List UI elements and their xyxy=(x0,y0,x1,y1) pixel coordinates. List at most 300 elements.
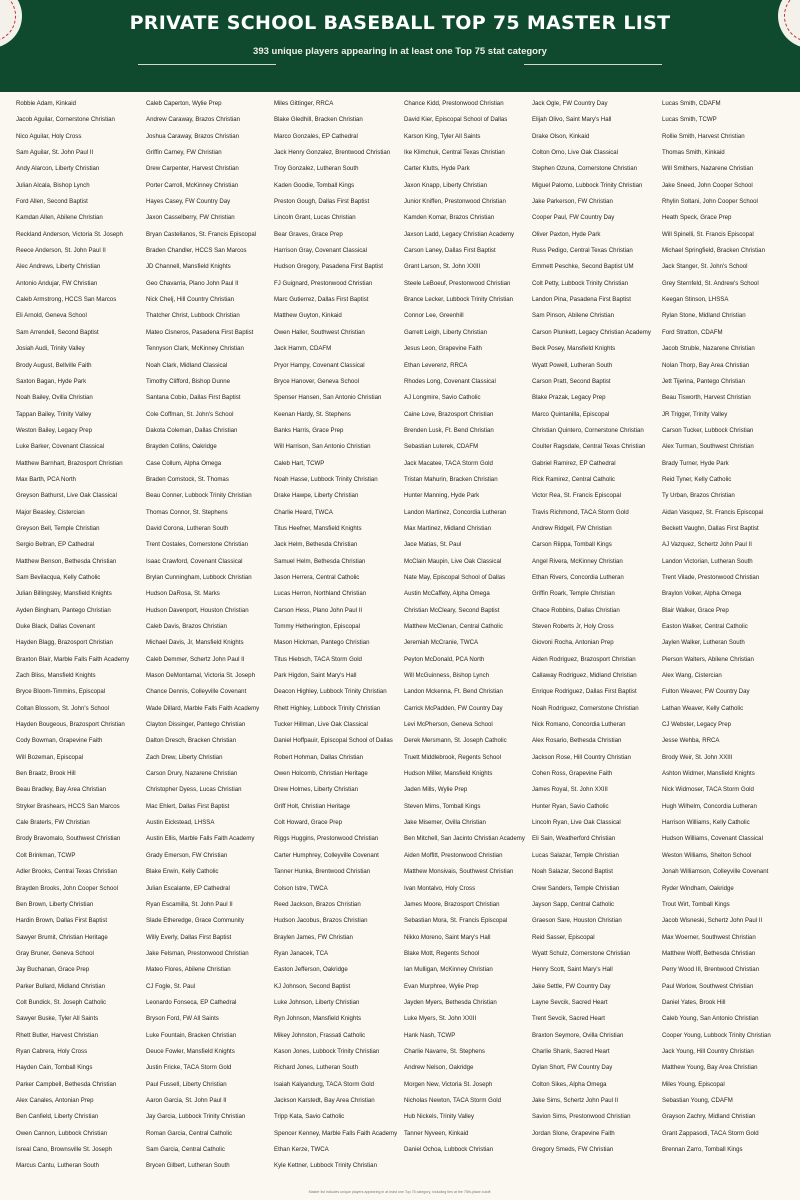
player-entry: Garrett Leigh, Liberty Christian xyxy=(404,328,487,336)
player-entry: Brylan Cunningham, Lubbock Christian xyxy=(146,573,252,581)
player-entry: Ford Stratton, CDAFM xyxy=(662,328,723,336)
player-entry: Kamdan Allen, Abilene Christian xyxy=(16,214,103,222)
player-entry: Slade Etheredge, Grace Community xyxy=(146,917,244,925)
player-entry: Reid Sasser, Episcopal xyxy=(532,933,595,941)
player-entry: Matthew Young, Bay Area Christian xyxy=(662,1064,758,1072)
player-entry: Jake Felsman, Prestonwood Christian xyxy=(146,949,249,957)
player-entry: Reed Jackson, Brazos Christian xyxy=(274,900,361,908)
player-entry: Will McGuinness, Bishop Lynch xyxy=(404,672,490,680)
player-entry: Dalton Dresch, Bracken Christian xyxy=(146,737,237,745)
player-entry: Alec Andrews, Liberty Christian xyxy=(16,263,101,271)
player-entry: Nikko Moreno, Saint Mary's Hall xyxy=(404,933,491,941)
player-entry: Sawyer Buske, Tyler All Saints xyxy=(16,1015,99,1023)
player-entry: Justin Fricke, TACA Storm Gold xyxy=(146,1064,232,1072)
player-entry: Fulton Weaver, FW Country Day xyxy=(662,688,750,696)
player-entry: Owen Cannon, Lubbock Christian xyxy=(16,1129,108,1137)
player-entry: Karson King, Tyler All Saints xyxy=(404,132,481,140)
player-entry: Parker Campbell, Bethesda Christian xyxy=(16,1080,117,1088)
player-entry: Pierson Walters, Abilene Christian xyxy=(662,655,754,663)
player-entry: Brycen Gilbert, Lutheran South xyxy=(146,1162,230,1170)
player-entry: Coltan Blossom, St. John's School xyxy=(16,704,109,712)
player-entry: Park Higdon, Saint Mary's Hall xyxy=(274,672,357,680)
player-entry: Ben Canfield, Liberty Christian xyxy=(16,1113,99,1121)
player-entry: Carrick McPadden, FW Country Day xyxy=(404,704,503,712)
player-entry: Sawyer Brumit, Christian Heritage xyxy=(16,933,108,941)
player-entry: Chance Dennis, Colleyville Covenant xyxy=(146,688,247,696)
player-entry: Cooper Paul, FW Country Day xyxy=(532,214,615,222)
player-entry: Gray Bruner, Geneva School xyxy=(16,949,94,957)
player-entry: Marco Gonzales, EP Cathedral xyxy=(274,132,358,140)
player-entry: Robert Hohman, Dallas Christian xyxy=(274,753,364,761)
player-entry: Perry Wood III, Brentwood Christian xyxy=(662,966,760,974)
player-entry: Emmett Peschke, Second Baptist UM xyxy=(532,263,634,271)
player-entry: Rylan Stone, Midland Christian xyxy=(662,312,746,320)
player-entry: David Corona, Lutheran South xyxy=(146,524,229,532)
player-entry: Crew Sanders, Temple Christian xyxy=(532,884,620,892)
player-entry: Colton Sikes, Alpha Omega xyxy=(532,1080,607,1088)
player-entry: Ryan Escamilla, St. John Paul II xyxy=(146,900,233,908)
player-entry: Hardin Brown, Dallas First Baptist xyxy=(16,917,108,925)
player-entry: Daniel Hoffpauir, Episcopal School of Dallas xyxy=(274,737,393,745)
player-entry: Brenden Lusk, Ft. Bend Christian xyxy=(404,426,494,434)
player-entry: Graeson Sare, Houston Christian xyxy=(532,917,622,925)
player-entry: Carter Humphrey, Colleyville Covenant xyxy=(274,851,379,859)
player-entry: Jesse Wehba, RRCA xyxy=(662,737,720,745)
player-entry: Sam Aguilar, St. John Paul II xyxy=(16,149,94,157)
player-entry: Victor Rea, St. Francis Episcopal xyxy=(532,492,621,500)
player-entry: Brody Bravomalo, Southwest Christian xyxy=(16,835,121,843)
player-entry: Colt Bundick, St. Joseph Catholic xyxy=(16,998,107,1006)
player-entry: Blair Walker, Grace Prep xyxy=(662,606,729,614)
player-entry: Trent Sevcik, Sacred Heart xyxy=(532,1015,605,1023)
player-entry: Thomas Smith, Kinkaid xyxy=(662,149,725,157)
player-entry: Noah Rodriguez, Cornerstone Christian xyxy=(532,704,639,712)
player-entry: Beau Tisworth, Harvest Christian xyxy=(662,394,751,402)
page-title: PRIVATE SCHOOL BASEBALL TOP 75 MASTER LIST xyxy=(129,12,671,34)
player-entry: Rhett Butler, Harvest Christian xyxy=(16,1031,98,1039)
player-entry: Carson Laney, Dallas First Baptist xyxy=(404,247,496,255)
player-entry: Riggs Huggins, Prestonwood Christian xyxy=(274,835,379,843)
player-entry: Eli Arnold, Geneva School xyxy=(16,312,87,320)
player-entry: Preston Gough, Dallas First Baptist xyxy=(274,198,370,206)
player-entry: Ian Mulligan, McKinney Christian xyxy=(404,966,493,974)
player-entry: James Royal, St. John XXIII xyxy=(532,786,608,794)
player-entry: Timothy Clifford, Bishop Dunne xyxy=(146,377,230,385)
player-entry: Brayden Brooks, John Cooper School xyxy=(16,884,118,892)
footnote: Master list includes unique players appearing in at least one Top 75 category, including ties at the 75th-place cutoff. xyxy=(308,1190,492,1194)
player-entry: Sam Arrendell, Second Baptist xyxy=(16,328,99,336)
player-entry: Jason Herrera, Central Catholic xyxy=(274,573,360,581)
player-entry: Lucas Smith, TCWP xyxy=(662,116,717,124)
player-entry: Zach Bliss, Mansfield Knights xyxy=(16,672,96,680)
player-entry: Tommy Hetherington, Episcopal xyxy=(274,623,361,630)
player-entry: Eli Sain, Weatherford Christian xyxy=(532,835,616,843)
player-entry: Nick Chelj, Hill Country Christian xyxy=(146,296,235,304)
player-entry: Braxton Seymore, Ovilla Christian xyxy=(532,1031,624,1039)
player-entry: Jett Tijerina, Pantego Christian xyxy=(662,377,745,385)
player-entry: Tristan Mahurin, Bracken Christian xyxy=(404,475,498,483)
player-entry: Drew Holmes, Liberty Christian xyxy=(274,786,358,794)
player-entry: Trent Vilade, Prestonwood Christian xyxy=(662,573,760,581)
player-entry: Andy Alarcon, Liberty Christian xyxy=(16,165,100,173)
player-entry: Savion Sims, Prestonwood Christian xyxy=(532,1113,631,1121)
player-entry: Michael Springfield, Bracken Christian xyxy=(662,247,765,255)
player-entry: Isaiah Kalyandurg, TACA Storm Gold xyxy=(274,1080,375,1088)
player-entry: Sebastian Mora, St. Francis Episcopal xyxy=(404,917,508,925)
player-entry: Parker Bullard, Midland Christian xyxy=(16,982,106,990)
player-entry: Sergio Beltran, EP Cathedral xyxy=(16,541,95,549)
player-entry: Andrew Ridgell, FW Christian xyxy=(532,524,612,532)
player-entry: Drake Olson, Kinkaid xyxy=(532,132,590,140)
player-entry: Beau Conner, Lubbock Trinity Christian xyxy=(146,492,252,500)
player-entry: Gregory Smeds, FW Christian xyxy=(532,1146,614,1153)
player-entry: Weston Bailey, Legacy Prep xyxy=(16,426,92,434)
player-entry: Grant Larson, St. John XXIII xyxy=(404,263,481,271)
player-entry: Chace Robbins, Dallas Christian xyxy=(532,606,620,614)
player-entry: Jaxson Ladd, Legacy Christian Academy xyxy=(404,230,515,238)
player-entry: Peyton McDonald, PCA North xyxy=(404,655,485,663)
player-entry: Nick Romano, Concordia Lutheran xyxy=(532,721,626,729)
player-entry: Samuel Helm, Bethesda Christian xyxy=(274,557,366,565)
player-entry: Ryan Janacek, TCA xyxy=(274,949,329,957)
player-entry: Rhett Highley, Lubbock Trinity Christian xyxy=(274,704,381,712)
player-entry: Greyson Bell, Temple Christian xyxy=(16,524,100,532)
player-entry: Marcus Cantu, Lutheran South xyxy=(16,1162,99,1170)
player-entry: Jake Sims, Schertz John Paul II xyxy=(532,1096,619,1104)
player-entry: Hunter Manning, Hyde Park xyxy=(404,492,480,500)
player-entry: Spencer Kenney, Marble Falls Faith Academy xyxy=(274,1129,398,1137)
player-entry: McClain Maupin, Live Oak Classical xyxy=(404,557,502,565)
player-entry: Evan Murphree, Wylie Prep xyxy=(404,982,479,990)
player-entry: Hudson Williams, Covenant Classical xyxy=(662,835,763,843)
player-entry: Colson Istre, TWCA xyxy=(274,884,328,892)
player-entry: Austin Ellis, Marble Falls Faith Academy xyxy=(146,835,255,843)
player-entry: Colt Brinkman, TCWP xyxy=(16,851,76,859)
player-entry: Max Martinez, Midland Christian xyxy=(404,524,492,532)
player-entry: Layne Sevcik, Sacred Heart xyxy=(532,998,608,1006)
player-entry: Austin McCaffety, Alpha Omega xyxy=(404,590,490,598)
player-entry: Jack Hamm, CDAFM xyxy=(274,345,332,353)
player-entry: Max Woerner, Southwest Christian xyxy=(662,933,756,941)
player-entry: Tanner Hunka, Brentwood Christian xyxy=(274,868,371,876)
player-entry: Marco Quintanilla, Episcopal xyxy=(532,410,610,418)
player-column xyxy=(532,96,662,1158)
player-entry: Braden Comstock, St. Thomas xyxy=(146,475,229,483)
player-entry: AJ Longmire, Savio Catholic xyxy=(404,394,481,402)
player-entry: Bear Graves, Grace Prep xyxy=(274,230,343,238)
player-entry: Jaxon Casselberry, FW Christian xyxy=(146,214,235,222)
player-entry: Ben Brown, Liberty Christian xyxy=(16,900,94,908)
player-entry: Lathan Weaver, Kelly Catholic xyxy=(662,704,744,712)
player-entry: Ty Urban, Brazos Christian xyxy=(662,492,735,500)
player-entry: Tripp Kata, Savio Catholic xyxy=(274,1113,345,1121)
player-entry: Jonah Williamson, Colleyville Covenant xyxy=(662,868,769,876)
player-entry: Clayton Dissinger, Pantego Christian xyxy=(146,721,246,729)
player-entry: Matthew McClenan, Central Catholic xyxy=(404,623,503,630)
player-entry: Andrew Nelson, Oakridge xyxy=(404,1064,474,1072)
player-entry: Brennan Zarro, Tomball Kings xyxy=(662,1146,743,1153)
player-entry: Landon Mckenna, Ft. Bend Christian xyxy=(404,688,503,696)
player-entry: Jacob Wisneski, Schertz John Paul II xyxy=(662,917,763,925)
player-entry: Isreal Cano, Brownsville St. Joseph xyxy=(16,1146,112,1153)
player-column xyxy=(146,96,276,1175)
player-entry: Jesus Leon, Grapevine Faith xyxy=(404,345,482,353)
player-entry: Jack Young, Hill Country Christian xyxy=(662,1047,754,1055)
player-entry: Daniel Ochoa, Lubbock Christian xyxy=(404,1146,494,1153)
player-entry: Ryder Windham, Oakridge xyxy=(662,884,734,892)
player-entry: Andrew Caraway, Brazos Christian xyxy=(146,116,241,124)
player-entry: Jaxon Knapp, Liberty Christian xyxy=(404,181,487,189)
player-entry: Ivan Montalvo, Holy Cross xyxy=(404,884,476,892)
player-entry: Lincoln Grant, Lucas Christian xyxy=(274,214,356,222)
player-entry: Michael Davis, Jr, Mansfield Knights xyxy=(146,639,244,647)
player-entry: Tanner Nyveen, Kinkaid xyxy=(404,1129,469,1137)
player-entry: Tucker Hillman, Live Oak Classical xyxy=(274,721,368,729)
player-entry: Rick Ramirez, Central Catholic xyxy=(532,475,615,483)
player-entry: Hudson DaRosa, St. Marks xyxy=(146,590,220,598)
player-entry: Hayden Bougeous, Brazosport Christian xyxy=(16,721,125,729)
player-entry: Beau Bradley, Bay Area Christian xyxy=(16,786,106,794)
player-entry: Christopher Dyess, Lucas Christian xyxy=(146,786,242,794)
player-entry: Hayden Cain, Tomball Kings xyxy=(16,1064,93,1072)
player-entry: Caine Love, Brazosport Christian xyxy=(404,410,494,418)
player-entry: Grey Sternfeld, St. Andrew's School xyxy=(662,279,759,287)
player-entry: Reece Anderson, St. John Paul II xyxy=(16,247,106,255)
player-entry: Santana Cobio, Dallas First Baptist xyxy=(146,394,241,402)
player-entry: Jaylen Walker, Lutheran South xyxy=(662,639,745,647)
player-entry: Wyatt Powell, Lutheran South xyxy=(532,361,613,369)
player-entry: Alex Rosario, Bethesda Christian xyxy=(532,737,622,745)
player-entry: Caleb Young, San Antonio Christian xyxy=(662,1015,759,1023)
player-entry: Adler Brooks, Central Texas Christian xyxy=(16,868,118,876)
player-entry: Deacon Highley, Lubbock Trinity Christian xyxy=(274,688,387,696)
player-entry: JR Trigger, Trinity Valley xyxy=(662,410,728,418)
player-entry: Rollie Smith, Harvest Christian xyxy=(662,132,745,140)
player-entry: Jayson Sapp, Central Catholic xyxy=(532,900,614,908)
player-entry: Keenan Hardy, St. Stephens xyxy=(274,410,351,418)
page-subtitle: 393 unique players appearing in at least one Top 75 stat category xyxy=(253,46,547,57)
player-entry: Mateo Cisneros, Pasadena First Baptist xyxy=(146,328,254,336)
player-entry: Griff Holt, Christian Heritage xyxy=(274,802,351,810)
player-entry: Christian Quintero, Cornerstone Christian xyxy=(532,426,644,434)
player-entry: Steele LeBoeuf, Prestonwood Christian xyxy=(404,279,511,287)
player-entry: Wyatt Schulz, Cornerstone Christian xyxy=(532,949,631,957)
player-entry: Cohen Ross, Grapevine Faith xyxy=(532,770,613,778)
player-entry: Noah Bailey, Ovilla Christian xyxy=(16,394,93,402)
player-entry: Mason DeMontarnal, Victoria St. Joseph xyxy=(146,672,255,680)
player-entry: Stryker Brashears, HCCS San Marcos xyxy=(16,802,120,810)
player-entry: Caleb Hart, TCWP xyxy=(274,459,325,467)
player-entry: Harrison Williams, Kelly Catholic xyxy=(662,819,750,827)
player-entry: Banks Harris, Grace Prep xyxy=(274,426,344,434)
player-entry: Jaden Mills, Wylie Prep xyxy=(404,786,468,794)
player-entry: Mikey Johnston, Frassati Catholic xyxy=(274,1031,366,1039)
player-entry: Greyson Bathurst, Live Oak Classical xyxy=(16,492,117,500)
player-entry: Roman Garcia, Central Catholic xyxy=(146,1129,233,1137)
player-entry: Colt Petty, Lubbock Trinity Christian xyxy=(532,279,629,287)
player-entry: Nate May, Episcopal School of Dallas xyxy=(404,573,506,581)
player-entry: Braden Chandler, HCCS San Marcos xyxy=(146,247,247,255)
player-entry: Luke Fountain, Bracken Christian xyxy=(146,1031,237,1039)
player-entry: Ryan Cabrera, Holy Cross xyxy=(16,1047,88,1055)
player-entry: Rhodes Long, Covenant Classical xyxy=(404,377,496,385)
player-entry: Joshua Caraway, Brazos Christian xyxy=(146,132,240,140)
player-entry: Giovoni Rocha, Antonian Prep xyxy=(532,639,614,647)
player-entry: Lucas Smith, CDAFM xyxy=(662,100,721,107)
player-entry: Gabriel Ramirez, EP Cathedral xyxy=(532,459,616,467)
player-entry: Braxton Blair, Marble Falls Faith Academy xyxy=(16,655,130,663)
player-entry: Luke Myers, St. John XXIII xyxy=(404,1015,477,1023)
player-entry: Jake Parkerson, FW Christian xyxy=(532,198,613,206)
player-entry: Jay Garcia, Lubbock Trinity Christian xyxy=(146,1113,246,1121)
player-entry: Jack Henry Gonzalez, Brentwood Christian xyxy=(274,149,391,157)
player-entry: Will Spinelli, St. Francis Episcopal xyxy=(662,230,754,238)
player-entry: Levi McPherson, Geneva School xyxy=(404,721,493,729)
player-entry: Carson Hess, Plano John Paul II xyxy=(274,606,363,614)
player-entry: Richard Jones, Lutheran South xyxy=(274,1064,359,1072)
player-entry: Junior Kniffen, Prestonwood Christian xyxy=(404,198,506,206)
divider xyxy=(138,64,276,65)
player-entry: Hank Nash, TCWP xyxy=(404,1031,456,1039)
player-entry: Caleb Davis, Brazos Christian xyxy=(146,623,227,630)
player-entry: Ethan Leverenz, RRCA xyxy=(404,361,468,369)
player-entry: Jordan Slone, Grapevine Faith xyxy=(532,1129,615,1137)
player-entry: Harrison Gray, Covenant Classical xyxy=(274,247,368,255)
player-entry: Miles Gittinger, RRCA xyxy=(274,100,334,107)
player-entry: Carter Klutts, Hyde Park xyxy=(404,165,470,173)
player-entry: Sam Bevilacqua, Kelly Catholic xyxy=(16,573,101,581)
player-entry: Marc Gutierrez, Dallas First Baptist xyxy=(274,296,369,304)
player-entry: Coulter Ragsdale, Central Texas Christian xyxy=(532,443,646,451)
player-entry: Stephen Ozuna, Cornerstone Christian xyxy=(532,165,638,173)
player-entry: Trent Costales, Cornerstone Christian xyxy=(146,541,249,549)
player-list xyxy=(16,96,792,1181)
player-entry: Wade Dillard, Marble Falls Faith Academy xyxy=(146,704,260,712)
player-entry: Charlie Heard, TWCA xyxy=(274,508,333,516)
player-entry: Landon Pina, Pasadena First Baptist xyxy=(532,296,631,304)
player-entry: Sam Pinson, Abilene Christian xyxy=(532,312,614,320)
player-entry: Russ Pedigo, Central Texas Christian xyxy=(532,247,633,255)
player-entry: Leonardo Fonseca, EP Cathedral xyxy=(146,998,237,1006)
player-entry: Braylen James, FW Christian xyxy=(274,933,353,941)
player-entry: Jack Helm, Bethesda Christian xyxy=(274,541,358,549)
player-entry: CJ Fogle, St. Paul xyxy=(146,982,196,990)
player-entry: Cody Bowman, Grapevine Faith xyxy=(16,737,103,745)
player-entry: James Moore, Brazosport Christian xyxy=(404,900,500,908)
player-entry: Mason Hickman, Pantego Christian xyxy=(274,639,370,647)
player-entry: Hayes Casey, FW Country Day xyxy=(146,198,231,206)
player-entry: Caleb Caperton, Wylie Prep xyxy=(146,100,222,107)
player-entry: Carson Riippa, Tomball Kings xyxy=(532,541,612,549)
player-entry: Matthew Wolff, Bethesda Christian xyxy=(662,949,756,957)
player-entry: Ben Braatz, Brook Hill xyxy=(16,770,76,778)
player-entry: Carson Tucker, Lubbock Christian xyxy=(662,426,754,434)
player-entry: Jace Matias, St. Paul xyxy=(404,541,462,549)
player-entry: Ryn Johnson, Mansfield Knights xyxy=(274,1015,362,1023)
player-entry: Griffin Roark, Temple Christian xyxy=(532,590,615,598)
player-entry: Ethan Rivers, Concordia Lutheran xyxy=(532,573,624,581)
player-entry: Bryce Bloom-Timmins, Episcopal xyxy=(16,688,106,696)
player-entry: Steven Roberts Jr, Holy Cross xyxy=(532,623,614,630)
player-column xyxy=(662,96,792,1158)
player-entry: Ford Allen, Second Baptist xyxy=(16,198,88,206)
player-entry: Hudson Gregory, Pasadena First Baptist xyxy=(274,263,383,271)
player-entry: Blake Gledhill, Bracken Christian xyxy=(274,116,363,124)
player-column xyxy=(404,96,534,1158)
player-entry: Kason Jones, Lubbock Trinity Christian xyxy=(274,1047,380,1055)
player-entry: Easton Walker, Central Catholic xyxy=(662,623,748,630)
player-entry: Jack Ogle, FW Country Day xyxy=(532,100,608,107)
player-entry: Jack Stanger, St. John's School xyxy=(662,263,748,271)
player-entry: KJ Johnson, Second Baptist xyxy=(274,982,351,990)
player-entry: Lucas Salazar, Temple Christian xyxy=(532,851,619,859)
player-entry: Hudson Davenport, Houston Christian xyxy=(146,606,249,614)
player-entry: Hunter Ryan, Savio Catholic xyxy=(532,802,609,810)
player-entry: Charlie Shank, Sacred Heart xyxy=(532,1047,610,1055)
player-entry: Owen Holcomb, Christian Heritage xyxy=(274,770,368,778)
player-entry: Braylon Volker, Alpha Omega xyxy=(662,590,742,598)
player-entry: Truett Middlebrook, Regents School xyxy=(404,753,501,761)
player-entry: Colt Howard, Grace Prep xyxy=(274,819,343,827)
player-entry: Griffin Carney, FW Christian xyxy=(146,149,222,157)
player-entry: Heath Speck, Grace Prep xyxy=(662,214,732,222)
player-entry: Willy Everly, Dallas First Baptist xyxy=(146,933,232,941)
player-entry: Brody August, Bellville Faith xyxy=(16,361,92,369)
player-entry: Morgen New, Victoria St. Joseph xyxy=(404,1080,493,1088)
player-entry: Josiah Audi, Trinity Valley xyxy=(16,345,85,353)
player-entry: Max Barth, PCA North xyxy=(16,475,76,483)
player-entry: Hayden Blagg, Brazosport Christian xyxy=(16,639,113,647)
player-column xyxy=(16,96,146,1175)
player-entry: Reid Tyner, Kelly Catholic xyxy=(662,475,732,483)
player-entry: Noah Hasse, Lubbock Trinity Christian xyxy=(274,475,378,483)
player-entry: Noah Clark, Midland Classical xyxy=(146,361,228,369)
player-entry: Enrique Rodriguez, Dallas First Baptist xyxy=(532,688,637,696)
player-entry: Bryan Castellanos, St. Francis Episcopal xyxy=(146,230,257,238)
player-entry: Robbie Adam, Kinkaid xyxy=(16,100,76,107)
player-entry: Brody Weir, St. John XXIII xyxy=(662,753,733,761)
player-entry: Matthew Monsivais, Southwest Christian xyxy=(404,868,514,876)
player-entry: Jake Misemer, Ovilla Christian xyxy=(404,819,486,827)
player-entry: Titus Hiebsch, TACA Storm Gold xyxy=(274,655,362,663)
player-entry: Charlie Navarre, St. Stephens xyxy=(404,1047,485,1055)
player-entry: Blake Prazak, Legacy Prep xyxy=(532,394,606,402)
player-entry: Jackson Karstedt, Bay Area Christian xyxy=(274,1096,375,1104)
player-entry: Thomas Connor, St. Stephens xyxy=(146,508,228,516)
player-entry: Alex Wang, Cistercian xyxy=(662,672,722,680)
player-entry: Sam Garcia, Central Catholic xyxy=(146,1146,225,1153)
player-entry: Cole Coffman, St. John's School xyxy=(146,410,234,418)
player-entry: Lincoln Ryan, Live Oak Classical xyxy=(532,819,621,827)
player-entry: Connor Lee, Greenhill xyxy=(404,312,464,320)
player-entry: Aaron Garcia, St. John Paul II xyxy=(146,1096,227,1104)
player-entry: Jacob Struble, Nazarene Christian xyxy=(662,345,755,353)
player-entry: Aidan Vasquez, St. Francis Episcopal xyxy=(662,508,764,516)
player-entry: Weston Williams, Shelton School xyxy=(662,851,752,859)
player-entry: Kaden Goodie, Tomball Kings xyxy=(274,181,355,189)
player-entry: Jay Buchanan, Grace Prep xyxy=(16,966,90,974)
player-entry: Will Harrison, San Antonio Christian xyxy=(274,443,371,451)
player-entry: Will Smithers, Nazarene Christian xyxy=(662,165,754,173)
player-entry: Ayden Bingham, Pantego Christian xyxy=(16,606,111,614)
player-entry: Thatcher Christ, Lubbock Christian xyxy=(146,312,240,320)
player-entry: Geo Chavarria, Plano John Paul II xyxy=(146,279,239,287)
player-entry: Aiden Rodriguez, Brazosport Christian xyxy=(532,655,636,663)
player-entry: Antonio Andujar, FW Christian xyxy=(16,279,98,287)
player-entry: Bryce Hanover, Geneva School xyxy=(274,377,360,385)
player-entry: Christian McCleary, Second Baptist xyxy=(404,606,500,614)
player-entry: Colton Omo, Live Oak Classical xyxy=(532,149,619,157)
